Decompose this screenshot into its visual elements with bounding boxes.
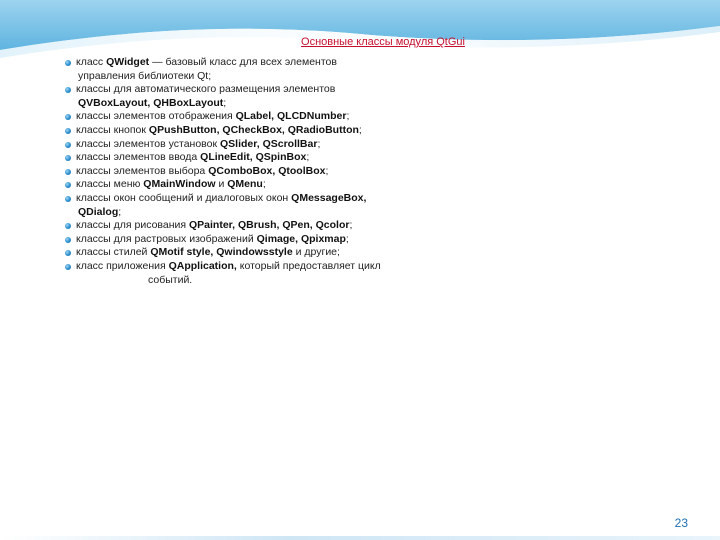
bullet-icon (65, 250, 71, 256)
item-text: класс приложения (76, 259, 169, 272)
item-text: классы элементов ввода (76, 151, 201, 164)
footer-line (0, 536, 720, 540)
list-item (64, 219, 484, 233)
item-text: классы для автоматического размещения элементов (76, 83, 336, 96)
class-name: QLineEdit, QSpinBox (200, 151, 307, 164)
item-text: классы меню (76, 178, 144, 191)
item-continuation: событий. (148, 273, 193, 286)
list-item (64, 192, 484, 219)
bullet-icon (65, 264, 71, 270)
bullet-icon (65, 237, 71, 243)
list-item (64, 56, 484, 83)
class-name: QWidget (106, 56, 150, 68)
item-text: ; (223, 96, 227, 109)
class-name: QVBoxLayout, QHBoxLayout (78, 96, 224, 109)
item-text: — базовый класс для всех элементов (149, 56, 337, 68)
item-text: ; (345, 232, 349, 245)
list-item (64, 124, 484, 138)
list-item (64, 165, 484, 179)
list-item (64, 151, 484, 165)
bullet-list (64, 56, 484, 287)
bullet-icon (65, 142, 71, 148)
item-text: и другие; (292, 246, 340, 259)
class-name: Qimage, Qpixmap (256, 232, 346, 245)
item-text: ; (349, 219, 353, 232)
item-text: ; (317, 137, 321, 150)
item-text: классы элементов установок (76, 137, 220, 150)
bullet-icon (65, 60, 71, 66)
page-number: 23 (674, 516, 688, 530)
list-item (64, 110, 484, 124)
list-item (64, 246, 484, 260)
list-item (64, 233, 484, 247)
class-name: QMenu (227, 178, 263, 191)
bullet-icon (65, 155, 71, 161)
bullet-icon (65, 169, 71, 175)
item-text: ; (346, 110, 350, 123)
class-name: QMessageBox, (291, 191, 367, 204)
bullet-icon (65, 223, 71, 229)
item-text: ; (118, 205, 122, 218)
bullet-icon (65, 128, 71, 134)
item-continuation (76, 206, 484, 220)
item-text: ; (262, 178, 266, 191)
item-continuation: управления библиотеки Qt; (78, 69, 212, 82)
item-text: и (215, 178, 228, 191)
bullet-icon (65, 182, 71, 188)
class-name: QPushButton, QCheckBox, QRadioButton (148, 123, 359, 136)
slide-title: Основные классы модуля QtGui (301, 36, 465, 48)
item-text: класс (76, 56, 107, 68)
class-name: QDialog (78, 205, 119, 218)
item-text: классы окон сообщений и диалоговых окон (76, 191, 292, 204)
item-text: классы для рисования (76, 219, 189, 232)
bullet-icon (65, 87, 71, 93)
class-name: QMainWindow (143, 178, 216, 191)
class-name: QSlider, QScrollBar (219, 137, 318, 150)
item-text: классы для растровых изображений (76, 232, 257, 245)
item-text: ; (306, 151, 310, 164)
list-item (64, 178, 484, 192)
class-name: QPainter, QBrush, QPen, Qcolor (188, 219, 350, 232)
list-item (64, 83, 484, 110)
item-text: классы элементов выбора (76, 164, 209, 177)
item-text: классы кнопок (76, 123, 149, 136)
list-item (64, 138, 484, 152)
bullet-icon (65, 196, 71, 202)
item-text: классы элементов отображения (76, 110, 236, 123)
class-name: QComboBox, QtoolBox (208, 164, 326, 177)
list-item (64, 260, 484, 287)
bullet-icon (65, 114, 71, 120)
class-name: QApplication, (168, 259, 237, 272)
item-text: ; (358, 123, 362, 136)
item-text: который предоставляет цикл (236, 259, 381, 272)
item-text: классы стилей (76, 246, 151, 259)
class-name: QLabel, QLCDNumber (235, 110, 347, 123)
item-text: ; (325, 164, 329, 177)
item-continuation (76, 97, 484, 111)
class-name: QMotif style, Qwindowsstyle (150, 246, 293, 259)
